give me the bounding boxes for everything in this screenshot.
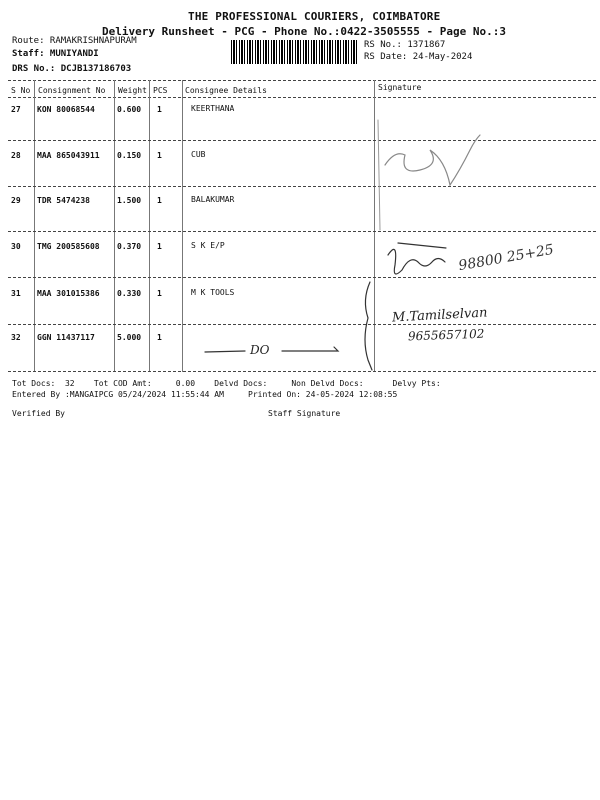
row-consignee: CUB [191, 150, 206, 159]
drs-number: DRS No.: DCJB137186703 [12, 64, 132, 74]
row-weight: 0.330 [117, 289, 142, 298]
signature-scrawl [378, 120, 380, 230]
row-consignment: GGN 11437117 [37, 333, 95, 342]
row-consignment: KON 80068544 [37, 105, 95, 114]
staff-label: Staff: MUNIYANDI [12, 49, 99, 59]
column-header-consignment: Consignment No [38, 86, 106, 95]
row-weight: 0.600 [117, 105, 142, 114]
runsheet-title: Delivery Runsheet - PCG - Phone No.:0422-3505555 - Page No.:3 [102, 25, 506, 38]
handwritten-name: M.Tamilselvan [391, 305, 488, 326]
signature-scrawl [385, 135, 480, 185]
ditto-line [205, 351, 245, 352]
row-consignee: BALAKUMAR [191, 195, 235, 204]
signature-scrawl [398, 243, 446, 248]
row-weight: 0.370 [117, 242, 142, 251]
row-consignment: TMG 200585608 [37, 242, 100, 251]
row-consignee: S K E/P [191, 241, 225, 250]
rs-date: RS Date: 24-May-2024 [364, 52, 473, 62]
signature-bracket [365, 282, 372, 370]
totals-line: Tot Docs: 32 Tot COD Amt: 0.00 Delvd Docs: Non Delvd Docs: Delvy Pts: [12, 379, 441, 388]
row-pcs: 1 [157, 151, 162, 160]
row-pcs: 1 [157, 289, 162, 298]
row-sno: 30 [11, 242, 21, 251]
staff-signature-label: Staff Signature [268, 409, 341, 418]
row-consignee: KEERTHANA [191, 104, 235, 113]
row-weight: 0.150 [117, 151, 142, 160]
row-sno: 29 [11, 196, 21, 205]
row-weight: 1.500 [117, 196, 142, 205]
row-pcs: 1 [157, 196, 162, 205]
company-title: THE PROFESSIONAL COURIERS, COIMBATORE [188, 10, 441, 23]
handwritten-ditto: DO [250, 343, 270, 357]
verified-by-label: Verified By [12, 409, 65, 418]
row-consignee: M K TOOLS [191, 288, 235, 297]
row-consignment: MAA 865043911 [37, 151, 100, 160]
row-consignment: TDR 5474238 [37, 196, 90, 205]
column-header-pcs: PCS [153, 86, 168, 95]
column-header-weight: Weight [118, 86, 147, 95]
row-pcs: 1 [157, 105, 162, 114]
column-header-signature: Signature [378, 83, 422, 92]
handwritten-phone: 9655657102 [407, 326, 485, 344]
row-sno: 31 [11, 289, 21, 298]
entered-by-line: Entered By :MANGAIPCG 05/24/2024 11:55:44 AM Printed On: 24-05-2024 12:08:55 [12, 390, 398, 399]
rs-number: RS No.: 1371867 [364, 40, 446, 50]
column-header-sno: S No [11, 86, 31, 95]
row-consignment: MAA 301015386 [37, 289, 100, 298]
signature-scrawl [388, 249, 445, 274]
column-header-consignee: Consignee Details [185, 86, 267, 95]
row-sno: 28 [11, 151, 21, 160]
row-pcs: 1 [157, 242, 162, 251]
handwritten-number: 98800 25+25 [457, 241, 556, 275]
row-sno: 27 [11, 105, 21, 114]
row-pcs: 1 [157, 333, 162, 342]
ditto-line [282, 347, 338, 351]
row-weight: 5.000 [117, 333, 142, 342]
route-label: Route: RAMAKRISHNAPURAM [12, 36, 137, 46]
row-sno: 32 [11, 333, 21, 342]
